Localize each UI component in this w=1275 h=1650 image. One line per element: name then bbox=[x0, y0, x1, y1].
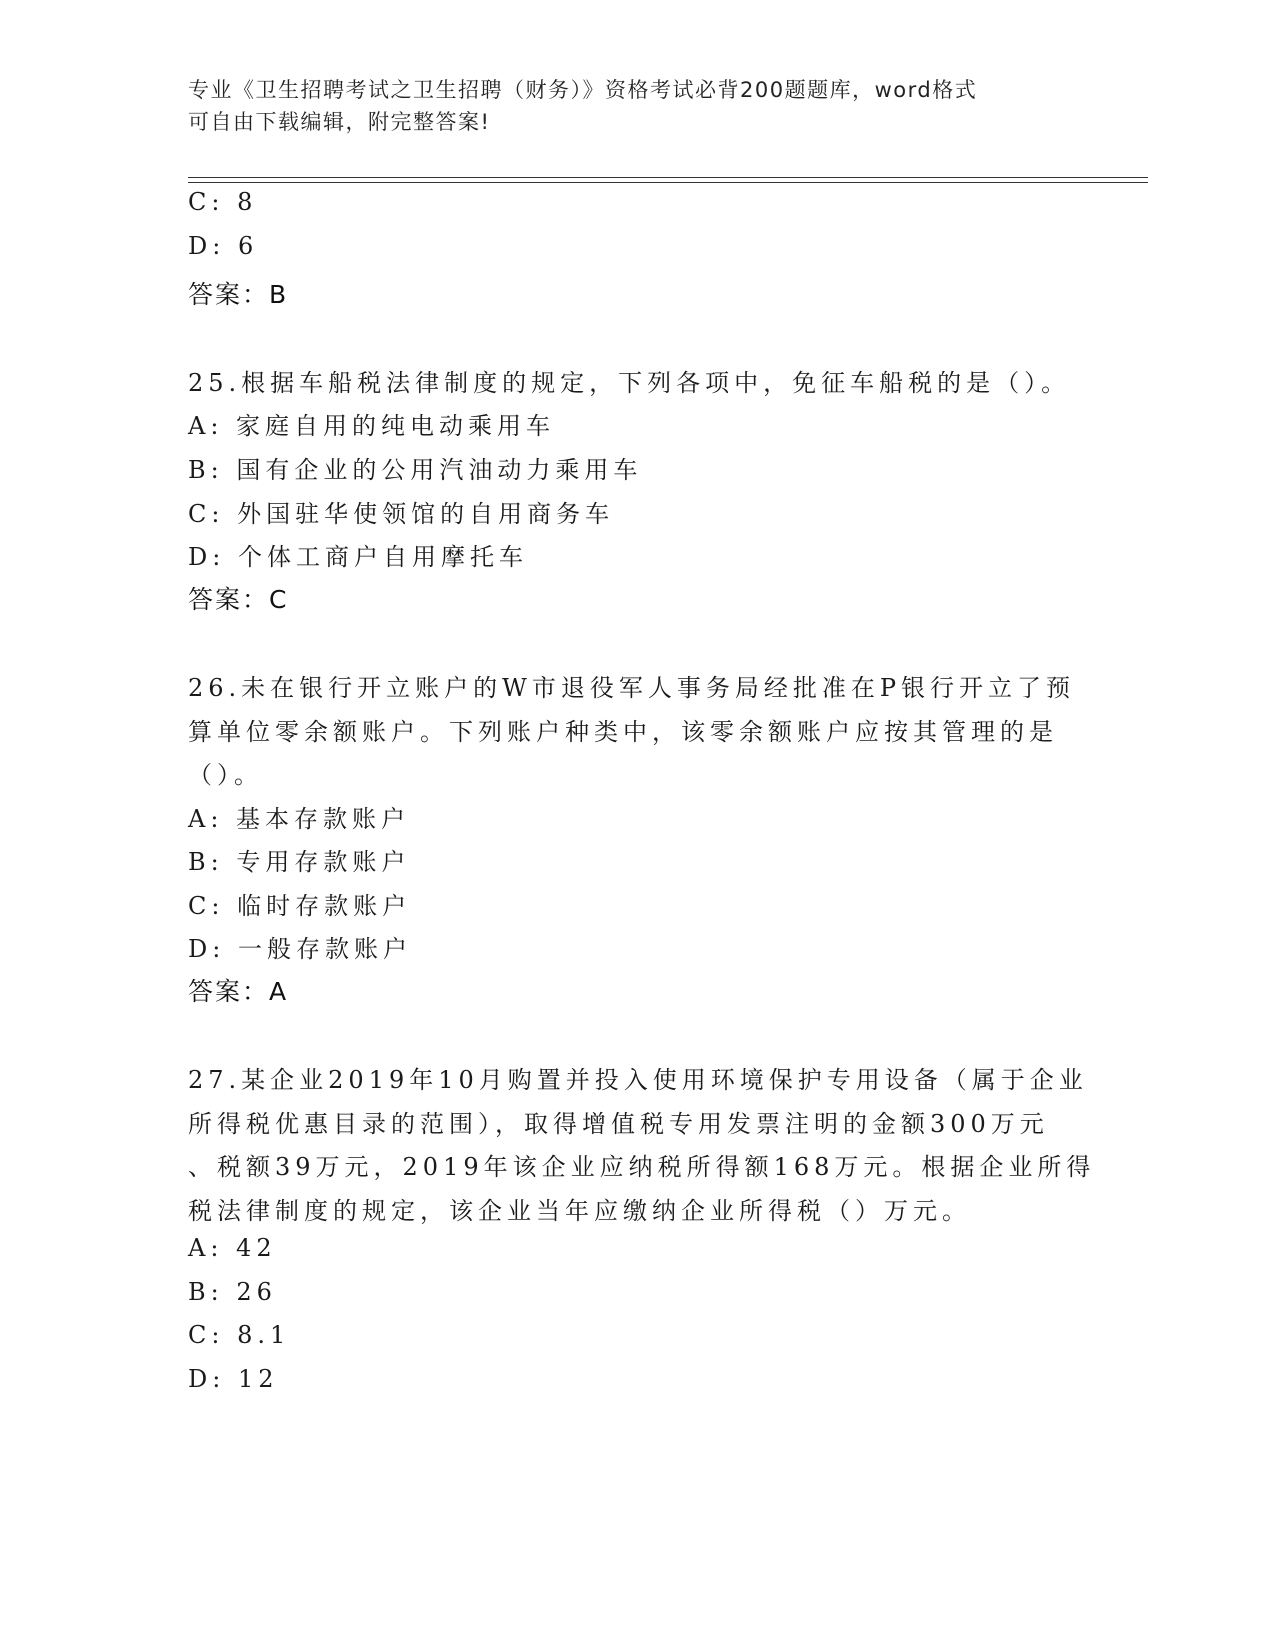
q27-stem-line-1: 27.某企业2019年10月购置并投入使用环境保护专用设备（属于企业 bbox=[188, 1066, 1088, 1094]
q26-option-c: C: 临时存款账户 bbox=[188, 892, 412, 920]
q27-option-a: A: 42 bbox=[188, 1234, 277, 1262]
q25-answer: 答案：C bbox=[188, 585, 289, 614]
q26-option-d: D: 一般存款账户 bbox=[188, 935, 412, 963]
q26-stem-line-2: 算单位零余额账户。下列账户种类中，该零余额账户应按其管理的是 bbox=[188, 718, 1058, 746]
q27-stem-line-4: 税法律制度的规定，该企业当年应缴纳企业所得税（）万元。 bbox=[188, 1197, 971, 1225]
prev-answer: 答案：B bbox=[188, 280, 289, 309]
q26-option-a: A: 基本存款账户 bbox=[188, 805, 411, 833]
q25-option-c: C: 外国驻华使领馆的自用商务车 bbox=[188, 500, 615, 528]
prev-option-d: D: 6 bbox=[188, 232, 259, 260]
q27-stem-line-3: 、税额39万元，2019年该企业应纳税所得额168万元。根据企业所得 bbox=[188, 1153, 1096, 1181]
header-divider-bottom bbox=[188, 182, 1148, 183]
q27-option-d: D: 12 bbox=[188, 1365, 279, 1393]
document-header bbox=[188, 74, 1068, 138]
prev-option-c: C: 8 bbox=[188, 188, 258, 216]
q25-option-a: A: 家庭自用的纯电动乘用车 bbox=[188, 412, 556, 440]
header-line-2: 可自由下载编辑，附完整答案! bbox=[188, 110, 491, 134]
q25-option-d: D: 个体工商户自用摩托车 bbox=[188, 543, 528, 571]
q27-stem-line-2: 所得税优惠目录的范围），取得增值税专用发票注明的金额300万元 bbox=[188, 1110, 1049, 1138]
q26-answer: 答案：A bbox=[188, 977, 289, 1006]
q26-stem-line-1: 26.未在银行开立账户的W市退役军人事务局经批准在P银行开立了预 bbox=[188, 674, 1075, 702]
header-line-1: 专业《卫生招聘考试之卫生招聘（财务）》资格考试必背200题题库，word格式 bbox=[188, 78, 978, 102]
header-divider-top bbox=[188, 177, 1148, 178]
q25-stem: 25.根据车船税法律制度的规定，下列各项中，免征车船税的是（）。 bbox=[188, 369, 1071, 397]
q27-option-b: B: 26 bbox=[188, 1278, 277, 1306]
q26-option-b: B: 专用存款账户 bbox=[188, 848, 411, 876]
q26-stem-line-3: （）。 bbox=[188, 761, 263, 789]
q25-option-b: B: 国有企业的公用汽油动力乘用车 bbox=[188, 456, 643, 484]
q27-option-c: C: 8.1 bbox=[188, 1321, 291, 1349]
